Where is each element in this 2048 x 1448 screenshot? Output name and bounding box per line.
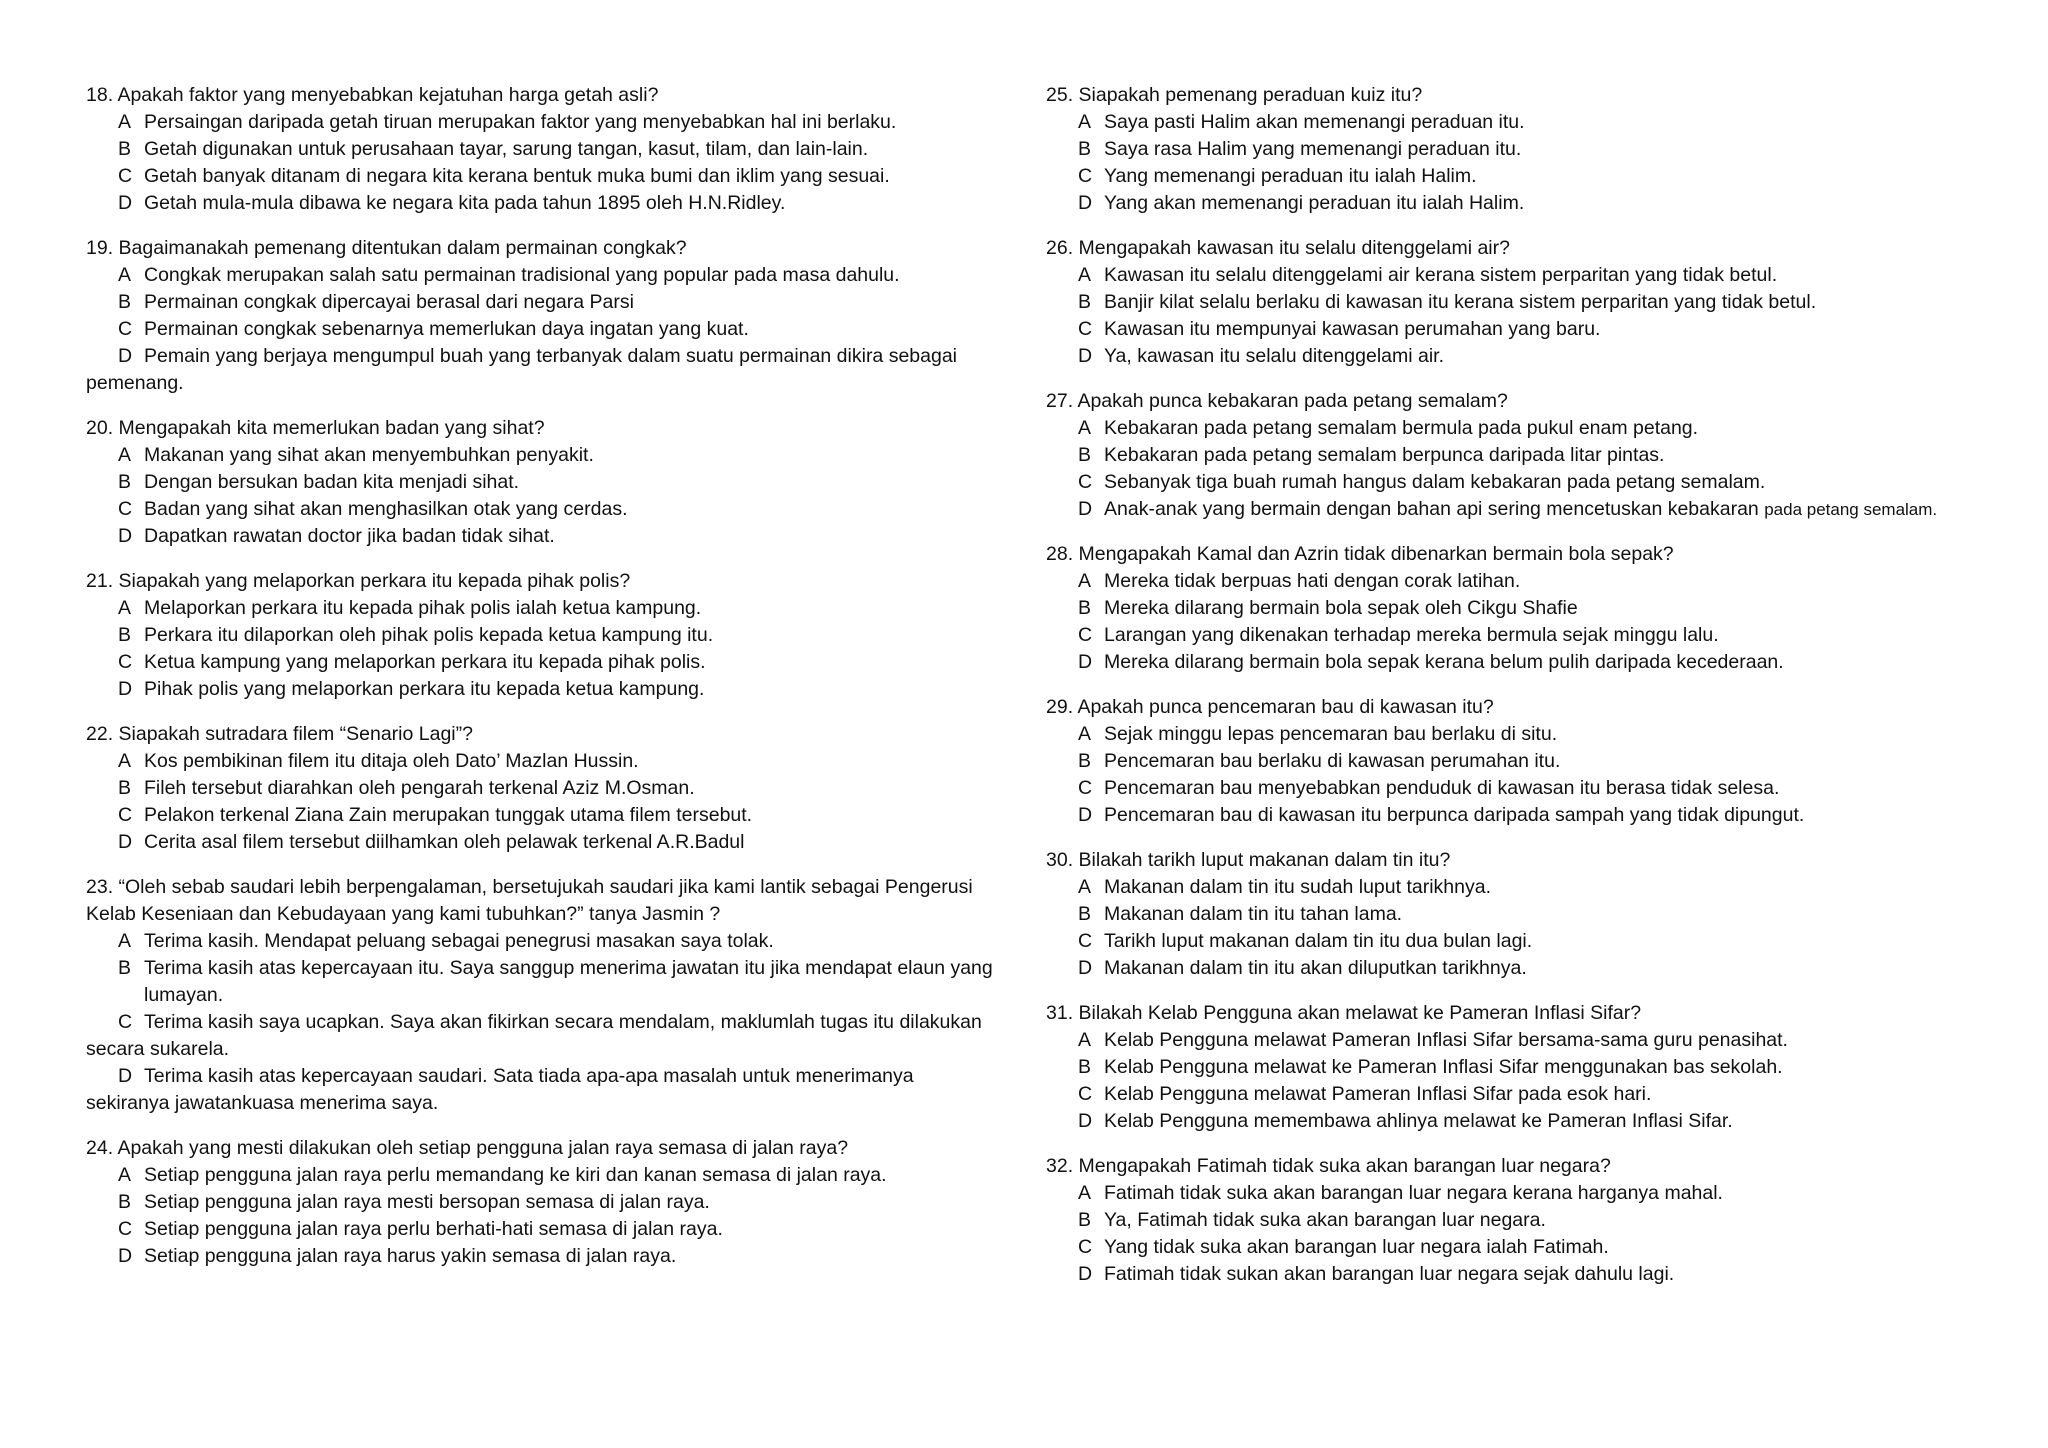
- question-18: [86, 82, 1036, 217]
- question-23: [86, 874, 1036, 1117]
- option-b: B Getah digunakan untuk perusahaan tayar, sarung tangan, kasut, tilam, dan lain-lain.: [118, 138, 869, 160]
- question-stem: 19. Bagaimanakah pemenang ditentukan dalam permainan congkak?: [86, 237, 687, 259]
- question-stem: 31. Bilakah Kelab Pengguna akan melawat ke Pameran Inflasi Sifar?: [1046, 1002, 1642, 1024]
- option-a: A Kos pembikinan filem itu ditaja oleh Dato’ Mazlan Hussin.: [118, 750, 639, 772]
- option-c: C Setiap pengguna jalan raya perlu berhati-hati semasa di jalan raya.: [118, 1218, 723, 1240]
- question-26: [1046, 235, 2036, 370]
- option-d: D Cerita asal filem tersebut diilhamkan oleh pelawak terkenal A.R.Badul: [118, 831, 745, 853]
- option-d: D Anak-anak yang bermain dengan bahan api sering mencetuskan kebakaran pada petang semalam.: [1078, 498, 1938, 520]
- option-b: B Permainan congkak dipercayai berasal dari negara Parsi: [118, 291, 634, 313]
- question-19: [86, 235, 1036, 397]
- option-c: C Pencemaran bau menyebabkan penduduk di kawasan itu berasa tidak selesa.: [1078, 777, 1780, 799]
- option-b: B Saya rasa Halim yang memenangi peraduan itu.: [1078, 138, 1522, 160]
- question-stem: 22. Siapakah sutradara filem “Senario Lagi”?: [86, 723, 473, 745]
- question-28: [1046, 541, 2036, 676]
- question-22: [86, 721, 1036, 856]
- option-a: A Sejak minggu lepas pencemaran bau berlaku di situ.: [1078, 723, 1558, 745]
- question-stem: 26. Mengapakah kawasan itu selalu ditenggelami air?: [1046, 237, 1510, 259]
- option-d: D Yang akan memenangi peraduan itu ialah Halim.: [1078, 192, 1525, 214]
- option-d: D Kelab Pengguna memembawa ahlinya melawat ke Pameran Inflasi Sifar.: [1078, 1110, 1733, 1132]
- question-stem: 28. Mengapakah Kamal dan Azrin tidak dibenarkan bermain bola sepak?: [1046, 543, 1674, 565]
- option-a: A Fatimah tidak suka akan barangan luar negara kerana harganya mahal.: [1078, 1182, 1723, 1204]
- option-b: B Banjir kilat selalu berlaku di kawasan itu kerana sistem perparitan yang tidak betul.: [1078, 291, 1817, 313]
- option-b: B Kebakaran pada petang semalam berpunca daripada litar pintas.: [1078, 444, 1665, 466]
- option-d: D Getah mula-mula dibawa ke negara kita pada tahun 1895 oleh H.N.Ridley.: [118, 192, 786, 214]
- option-d: D Mereka dilarang bermain bola sepak kerana belum pulih daripada kecederaan.: [1078, 651, 1784, 673]
- option-c: C Yang memenangi peraduan itu ialah Halim.: [1078, 165, 1477, 187]
- question-stem: 32. Mengapakah Fatimah tidak suka akan barangan luar negara?: [1046, 1155, 1611, 1177]
- option-c: C Terima kasih saya ucapkan. Saya akan fikirkan secara mendalam, maklumlah tugas itu dilakukan: [118, 1011, 982, 1033]
- option-b: B Mereka dilarang bermain bola sepak oleh Cikgu Shafie: [1078, 597, 1578, 619]
- question-31: [1046, 1000, 2036, 1135]
- option-a: A Kelab Pengguna melawat Pameran Inflasi Sifar bersama-sama guru penasihat.: [1078, 1029, 1788, 1051]
- question-29: [1046, 694, 2036, 829]
- option-c: C Yang tidak suka akan barangan luar negara ialah Fatimah.: [1078, 1236, 1609, 1258]
- option-d: D Pihak polis yang melaporkan perkara itu kepada ketua kampung.: [118, 678, 705, 700]
- option-d: D Fatimah tidak sukan akan barangan luar negara sejak dahulu lagi.: [1078, 1263, 1675, 1285]
- question-stem: 18. Apakah faktor yang menyebabkan kejatuhan harga getah asli?: [86, 84, 659, 106]
- option-a: A Kawasan itu selalu ditenggelami air kerana sistem perparitan yang tidak betul.: [1078, 264, 1778, 286]
- right-column: [1046, 82, 2036, 1306]
- option-d: D Ya, kawasan itu selalu ditenggelami air.: [1078, 345, 1445, 367]
- option-b: B Terima kasih atas kepercayaan itu. Saya sanggup menerima jawatan itu jika mendapat elaun yang: [118, 957, 993, 979]
- option-a: A Melaporkan perkara itu kepada pihak polis ialah ketua kampung.: [118, 597, 702, 619]
- question-stem: 30. Bilakah tarikh luput makanan dalam tin itu?: [1046, 849, 1451, 871]
- question-25: [1046, 82, 2036, 217]
- option-d: D Setiap pengguna jalan raya harus yakin semasa di jalan raya.: [118, 1245, 677, 1267]
- option-c: C Kawasan itu mempunyai kawasan perumahan yang baru.: [1078, 318, 1601, 340]
- option-a: A Terima kasih. Mendapat peluang sebagai penegrusi masakan saya tolak.: [118, 930, 774, 952]
- option-d: D Pencemaran bau di kawasan itu berpunca daripada sampah yang tidak dipungut.: [1078, 804, 1805, 826]
- question-27: [1046, 388, 2036, 523]
- option-a: A Makanan yang sihat akan menyembuhkan penyakit.: [118, 444, 594, 466]
- option-b-continuation: lumayan.: [144, 984, 224, 1006]
- question-stem: 20. Mengapakah kita memerlukan badan yang sihat?: [86, 417, 545, 439]
- option-d-continuation: sekiranya jawatankuasa menerima saya.: [86, 1092, 439, 1114]
- option-b: B Pencemaran bau berlaku di kawasan perumahan itu.: [1078, 750, 1561, 772]
- option-d: D Makanan dalam tin itu akan diluputkan tarikhnya.: [1078, 957, 1527, 979]
- question-stem: 24. Apakah yang mesti dilakukan oleh setiap pengguna jalan raya semasa di jalan raya?: [86, 1137, 849, 1159]
- question-stem: 21. Siapakah yang melaporkan perkara itu kepada pihak polis?: [86, 570, 631, 592]
- option-b: B Dengan bersukan badan kita menjadi sihat.: [118, 471, 520, 493]
- option-b: B Perkara itu dilaporkan oleh pihak polis kepada ketua kampung itu.: [118, 624, 714, 646]
- option-c: C Getah banyak ditanam di negara kita kerana bentuk muka bumi dan iklim yang sesuai.: [118, 165, 890, 187]
- question-20: [86, 415, 1036, 550]
- option-b: B Setiap pengguna jalan raya mesti bersopan semasa di jalan raya.: [118, 1191, 710, 1213]
- option-d-continuation: pemenang.: [86, 372, 184, 394]
- option-d: D Dapatkan rawatan doctor jika badan tidak sihat.: [118, 525, 555, 547]
- option-a: A Makanan dalam tin itu sudah luput tarikhnya.: [1078, 876, 1491, 898]
- question-stem-continuation: Kelab Keseniaan dan Kebudayaan yang kami tubuhkan?” tanya Jasmin ?: [86, 903, 721, 925]
- question-stem: 27. Apakah punca kebakaran pada petang semalam?: [1046, 390, 1508, 412]
- option-a: A Mereka tidak berpuas hati dengan corak latihan.: [1078, 570, 1521, 592]
- left-column: [86, 82, 1036, 1288]
- option-c: C Badan yang sihat akan menghasilkan otak yang cerdas.: [118, 498, 628, 520]
- option-c: C Pelakon terkenal Ziana Zain merupakan tunggak utama filem tersebut.: [118, 804, 753, 826]
- question-24: [86, 1135, 1036, 1270]
- option-a: A Setiap pengguna jalan raya perlu memandang ke kiri dan kanan semasa di jalan raya.: [118, 1164, 887, 1186]
- option-b: B Fileh tersebut diarahkan oleh pengarah terkenal Aziz M.Osman.: [118, 777, 695, 799]
- option-c: C Sebanyak tiga buah rumah hangus dalam kebakaran pada petang semalam.: [1078, 471, 1766, 493]
- question-stem: 23. “Oleh sebab saudari lebih berpengalaman, bersetujukah saudari jika kami lantik sebagai Pengerusi: [86, 876, 973, 898]
- option-c: C Kelab Pengguna melawat Pameran Inflasi Sifar pada esok hari.: [1078, 1083, 1652, 1105]
- question-21: [86, 568, 1036, 703]
- option-b: B Ya, Fatimah tidak suka akan barangan luar negara.: [1078, 1209, 1546, 1231]
- question-30: [1046, 847, 2036, 982]
- option-a: A Kebakaran pada petang semalam bermula pada pukul enam petang.: [1078, 417, 1699, 439]
- question-32: [1046, 1153, 2036, 1288]
- option-d: D Terima kasih atas kepercayaan saudari. Sata tiada apa-apa masalah untuk menerimanya: [118, 1065, 914, 1087]
- option-d: D Pemain yang berjaya mengumpul buah yang terbanyak dalam suatu permainan dikira sebagai: [118, 345, 958, 367]
- option-c: C Permainan congkak sebenarnya memerlukan daya ingatan yang kuat.: [118, 318, 749, 340]
- option-c: C Tarikh luput makanan dalam tin itu dua bulan lagi.: [1078, 930, 1533, 952]
- option-a: A Persaingan daripada getah tiruan merupakan faktor yang menyebabkan hal ini berlaku.: [118, 111, 897, 133]
- question-stem: 29. Apakah punca pencemaran bau di kawasan itu?: [1046, 696, 1494, 718]
- option-b: B Kelab Pengguna melawat ke Pameran Inflasi Sifar menggunakan bas sekolah.: [1078, 1056, 1783, 1078]
- option-c: C Ketua kampung yang melaporkan perkara itu kepada pihak polis.: [118, 651, 706, 673]
- option-a: A Saya pasti Halim akan memenangi peraduan itu.: [1078, 111, 1525, 133]
- option-c-continuation: secara sukarela.: [86, 1038, 230, 1060]
- question-stem: 25. Siapakah pemenang peraduan kuiz itu?: [1046, 84, 1423, 106]
- option-a: A Congkak merupakan salah satu permainan tradisional yang popular pada masa dahulu.: [118, 264, 900, 286]
- option-c: C Larangan yang dikenakan terhadap mereka bermula sejak minggu lalu.: [1078, 624, 1719, 646]
- option-b: B Makanan dalam tin itu tahan lama.: [1078, 903, 1403, 925]
